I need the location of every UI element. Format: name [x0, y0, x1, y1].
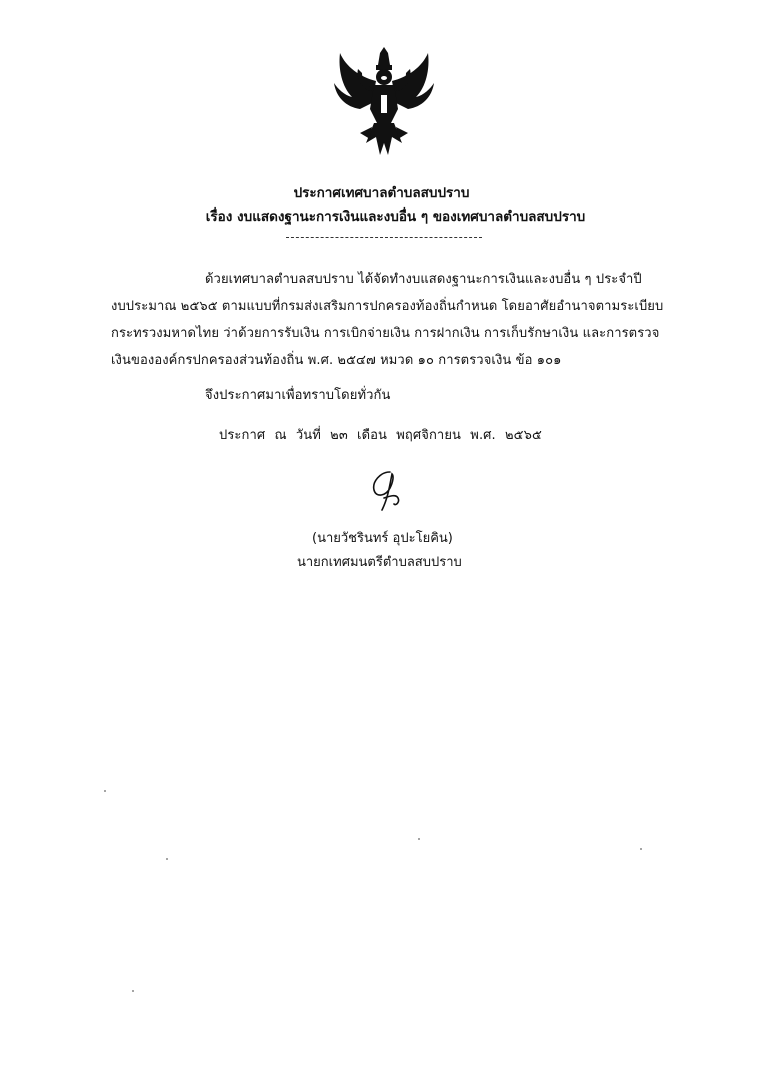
signature-icon	[360, 468, 420, 516]
scan-speck	[418, 838, 420, 840]
closing-text: จึงประกาศมาเพื่อทราบโดยทั่วกัน	[205, 388, 391, 403]
scan-speck	[640, 848, 642, 850]
scan-speck	[166, 858, 168, 860]
body-line: งบประมาณ ๒๕๖๕ ตามแบบที่กรมส่งเสริมการปกครองท้องถิ่นกำหนด โดยอาศัยอำนาจตามระเบียบ	[111, 299, 664, 314]
announcement-date: ประกาศ ณ วันที่ ๒๓ เดือน พฤศจิกายน พ.ศ. ๒๕๖๕	[219, 428, 542, 443]
scan-speck	[132, 990, 134, 992]
signer-name: (นายวัชรินทร์ อุปะโยคิน)	[312, 531, 453, 546]
body-line: กระทรวงมหาดไทย ว่าด้วยการรับเงิน การเบิกจ่ายเงิน การฝากเงิน การเก็บรักษาเงิน และการตรวจ	[111, 326, 660, 341]
scan-speck	[104, 790, 106, 792]
document-title: ประกาศเทศบาลตำบลสบปราบ	[293, 185, 470, 201]
garuda-emblem-icon	[330, 47, 438, 159]
signer-title: นายกเทศมนตรีตำบลสบปราบ	[297, 555, 462, 570]
title-divider	[286, 237, 482, 238]
body-line: เงินขององค์กรปกครองส่วนท้องถิ่น พ.ศ. ๒๕๔๗ หมวด ๑๐ การตรวจเงิน ข้อ ๑๐๑	[111, 353, 562, 368]
body-line: ด้วยเทศบาลตำบลสบปราบ ได้จัดทำงบแสดงฐานะการเงินและงบอื่น ๆ ประจำปี	[205, 272, 642, 287]
document-subject: เรื่อง งบแสดงฐานะการเงินและงบอื่น ๆ ของเทศบาลตำบลสบปราบ	[205, 209, 586, 225]
